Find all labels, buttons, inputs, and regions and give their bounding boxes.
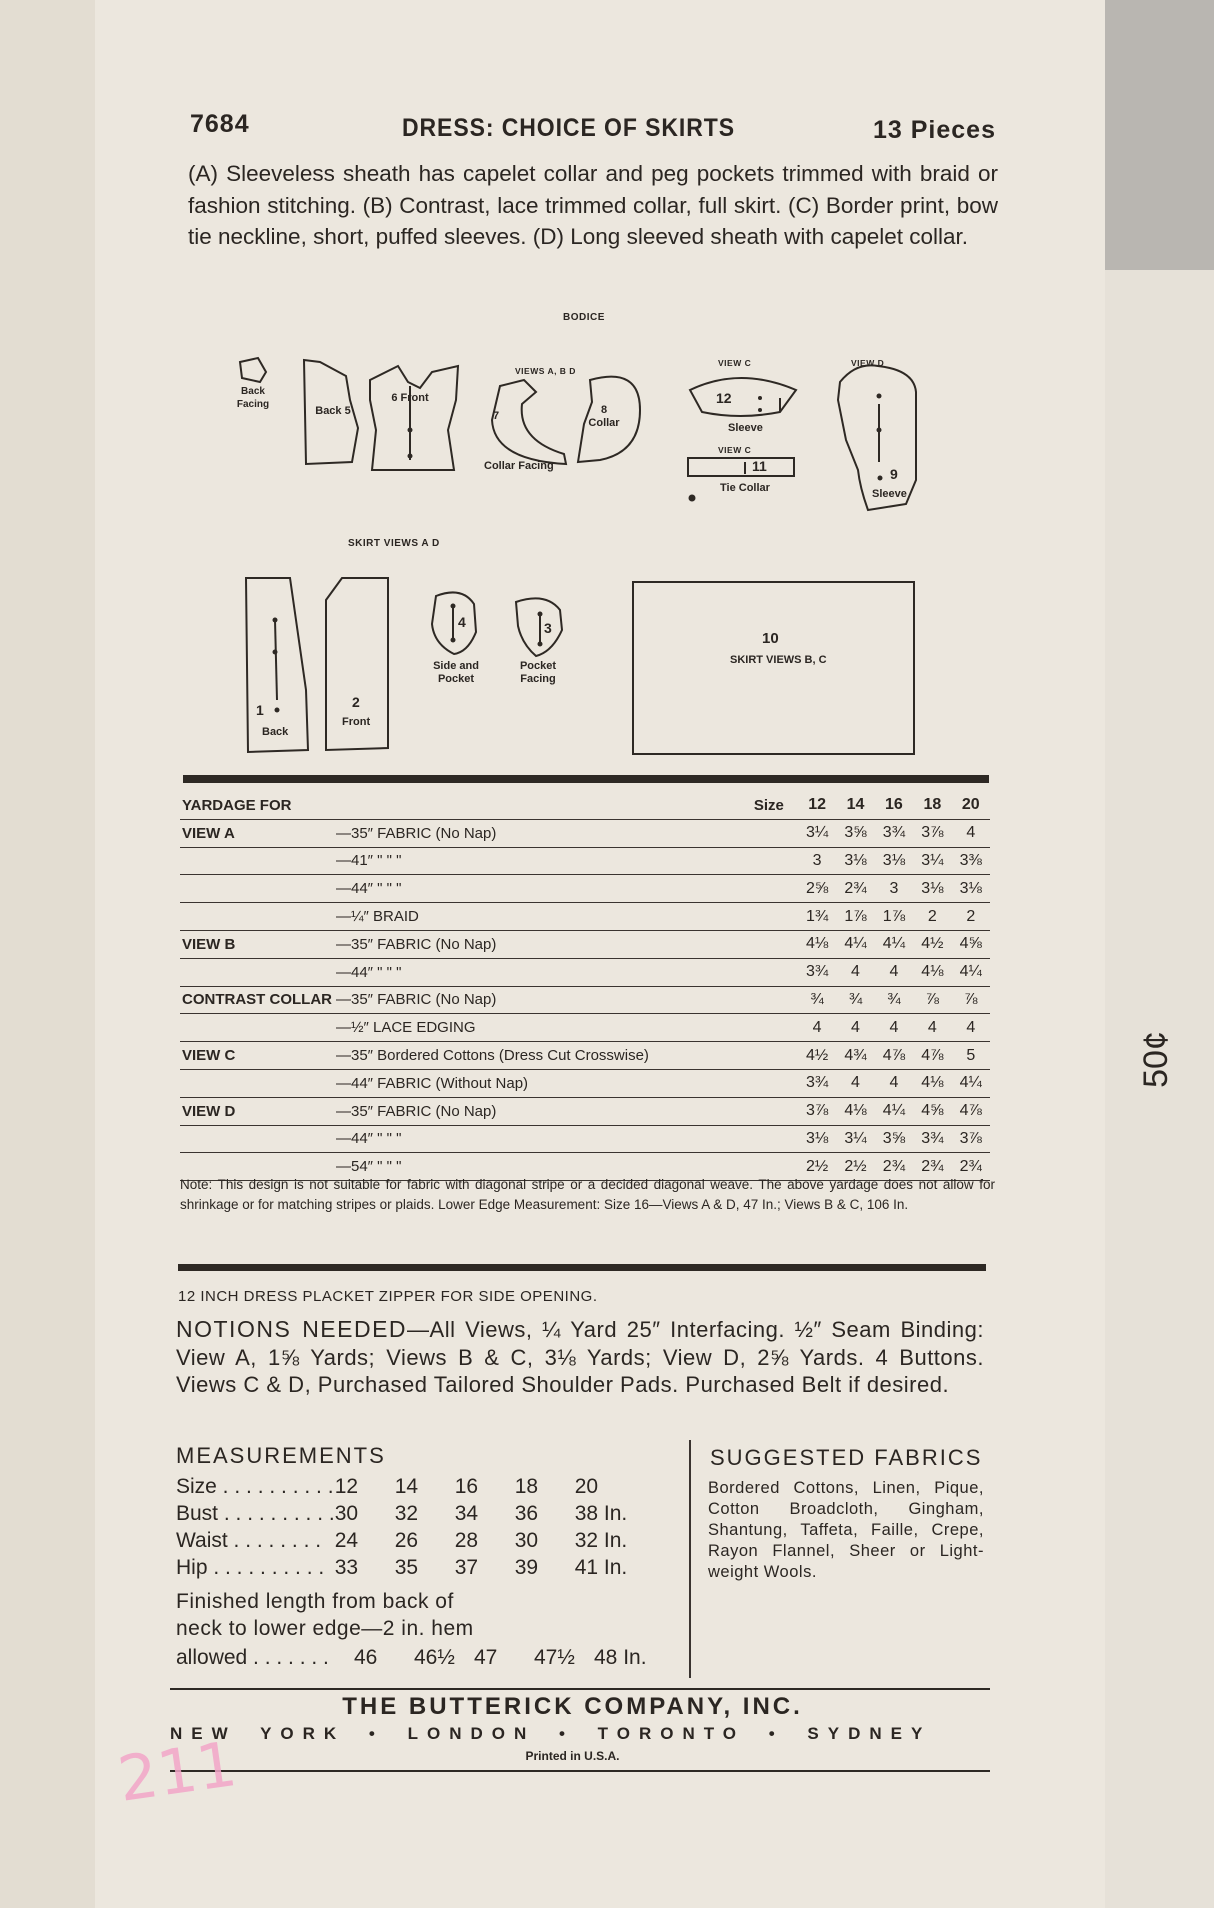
footer-bottom-rule bbox=[170, 1770, 990, 1772]
yardage-view: VIEW A bbox=[180, 819, 334, 847]
measurement-value: 24 bbox=[334, 1528, 359, 1552]
size-label: Size bbox=[334, 792, 798, 819]
yardage-fabric: —35″ FABRIC (No Nap) bbox=[334, 1097, 798, 1125]
sleeve-d-label: Sleeve bbox=[872, 488, 907, 500]
bodice-label: BODICE bbox=[563, 312, 605, 323]
yardage-fabric: —¼″ BRAID bbox=[334, 903, 798, 931]
yardage-value: 4 bbox=[952, 1014, 990, 1042]
yardage-view: CONTRAST COLLAR bbox=[180, 986, 334, 1014]
yardage-row bbox=[180, 819, 990, 847]
collar-facing-number: 7 bbox=[493, 410, 500, 422]
measurement-rows bbox=[176, 1473, 635, 1581]
yardage-value: 3 bbox=[875, 875, 913, 903]
yardage-value: 4⅛ bbox=[913, 1069, 951, 1097]
yardage-top-rule bbox=[183, 775, 989, 783]
size-header: 14 bbox=[836, 792, 874, 819]
yardage-value: 4 bbox=[836, 1014, 874, 1042]
collar-facing-piece bbox=[492, 380, 566, 464]
length-line-1: Finished length from back of bbox=[176, 1590, 454, 1613]
zipper-text: 12 INCH DRESS PLACKET ZIPPER FOR SIDE OPENING. bbox=[178, 1288, 598, 1305]
full-skirt-label: SKIRT VIEWS B, C bbox=[730, 654, 827, 666]
yardage-value: 4⅞ bbox=[952, 1097, 990, 1125]
yardage-value: 4¾ bbox=[836, 1042, 874, 1070]
yardage-view bbox=[180, 875, 334, 903]
yardage-row bbox=[180, 875, 990, 903]
yardage-value: 3⅜ bbox=[952, 847, 990, 875]
yardage-value: 3¼ bbox=[913, 847, 951, 875]
notions-heading: NOTIONS NEEDED bbox=[176, 1316, 408, 1342]
yardage-value: 2 bbox=[952, 903, 990, 931]
printed-in: Printed in U.S.A. bbox=[525, 1749, 620, 1763]
length-value: 47 bbox=[474, 1645, 498, 1669]
pocket-facing-label: Pocket Facing bbox=[519, 660, 557, 685]
yardage-value: 2¾ bbox=[836, 875, 874, 903]
measurement-value: 12 bbox=[334, 1474, 359, 1498]
measurement-value: 20 bbox=[574, 1474, 599, 1498]
front-bodice-label: 6 Front bbox=[391, 392, 429, 404]
yardage-row bbox=[180, 1097, 990, 1125]
yardage-value: 3⅝ bbox=[875, 1125, 913, 1153]
measurement-value: 35 bbox=[394, 1555, 419, 1579]
collar-label: 8 Collar bbox=[588, 404, 620, 429]
length-value: 46 bbox=[354, 1645, 378, 1669]
measurements-divider bbox=[689, 1440, 691, 1678]
yardage-value: 5 bbox=[952, 1042, 990, 1070]
yardage-value: 3⅛ bbox=[952, 875, 990, 903]
measurement-label: Bust . . . . . . . . . . bbox=[176, 1501, 335, 1525]
yardage-fabric: —35″ FABRIC (No Nap) bbox=[334, 819, 798, 847]
yardage-view: VIEW C bbox=[180, 1042, 334, 1070]
yardage-fabric: —41″ " " " bbox=[334, 847, 798, 875]
measurement-label: Size . . . . . . . . . . bbox=[176, 1474, 334, 1498]
measurement-value: 30 bbox=[514, 1528, 539, 1552]
notions-block bbox=[176, 1316, 984, 1399]
yardage-value: 4¼ bbox=[836, 930, 874, 958]
yardage-row bbox=[180, 930, 990, 958]
size-header: 18 bbox=[913, 792, 951, 819]
skirt-views-ad-label: SKIRT VIEWS A D bbox=[348, 538, 440, 549]
side-pocket-number: 4 bbox=[458, 614, 466, 630]
yardage-value: 2½ bbox=[836, 1153, 874, 1181]
yardage-view bbox=[180, 1014, 334, 1042]
measurement-value: 37 bbox=[454, 1555, 479, 1579]
yardage-value: 4¼ bbox=[952, 1069, 990, 1097]
yardage-value: 2½ bbox=[798, 1153, 836, 1181]
pattern-title: DRESS: CHOICE OF SKIRTS bbox=[402, 114, 735, 142]
yardage-value: 3⅞ bbox=[952, 1125, 990, 1153]
store-stamp: 211 bbox=[113, 1727, 241, 1816]
measurement-value: 18 bbox=[514, 1474, 539, 1498]
yardage-label: YARDAGE FOR bbox=[180, 792, 334, 819]
view-d-label: VIEW D bbox=[851, 358, 885, 368]
style-description: (A) Sleeveless sheath has capelet collar and peg pockets trimmed with braid or fashion stitching. (B) Contrast, lace trimmed collar, full skirt. (C) Border print, bow tie neckline, short, puffed sleeves. (D) Long sleeved sheath with capelet collar. bbox=[188, 161, 998, 249]
yardage-value: 2¾ bbox=[952, 1153, 990, 1181]
skirt-back-label: Back bbox=[262, 726, 289, 738]
measurement-label: Hip . . . . . . . . . . bbox=[176, 1555, 325, 1579]
measurement-value: 14 bbox=[394, 1474, 419, 1498]
yardage-value: 2¾ bbox=[875, 1153, 913, 1181]
yardage-value: 4⅛ bbox=[836, 1097, 874, 1125]
piece-count: 13 Pieces bbox=[873, 116, 996, 144]
yardage-fabric: —35″ Bordered Cottons (Dress Cut Crosswise) bbox=[334, 1042, 798, 1070]
yardage-value: 3⅛ bbox=[913, 875, 951, 903]
yardage-view bbox=[180, 847, 334, 875]
measurement-value: 28 bbox=[454, 1528, 479, 1552]
yardage-value: ⅞ bbox=[913, 986, 951, 1014]
measurements-table bbox=[176, 1473, 635, 1581]
length-line-2: neck to lower edge—2 in. hem bbox=[176, 1617, 474, 1640]
yardage-value: 3⅛ bbox=[875, 847, 913, 875]
measurement-value: 36 bbox=[514, 1501, 539, 1525]
yardage-value: 3¾ bbox=[798, 958, 836, 986]
price-label: 50¢ bbox=[1136, 1031, 1175, 1088]
measurement-row bbox=[176, 1500, 635, 1527]
measurements-heading: MEASUREMENTS bbox=[176, 1443, 386, 1468]
yardage-value: 3⅝ bbox=[836, 819, 874, 847]
yardage-row bbox=[180, 986, 990, 1014]
measurement-value: 41 In. bbox=[574, 1555, 628, 1579]
yardage-value: 3⅞ bbox=[913, 819, 951, 847]
yardage-value: 4 bbox=[798, 1014, 836, 1042]
size-header: 20 bbox=[952, 792, 990, 819]
measurement-row bbox=[176, 1527, 635, 1554]
yardage-fabric: —35″ FABRIC (No Nap) bbox=[334, 986, 798, 1014]
full-skirt-number: 10 bbox=[762, 630, 779, 647]
yardage-value: 3⅛ bbox=[836, 847, 874, 875]
yardage-value: 4 bbox=[836, 958, 874, 986]
yardage-fabric: —½″ LACE EDGING bbox=[334, 1014, 798, 1042]
yardage-fabric: —44″ FABRIC (Without Nap) bbox=[334, 1069, 798, 1097]
yardage-value: 4¼ bbox=[875, 930, 913, 958]
pocket-facing-number: 3 bbox=[544, 620, 552, 636]
measurement-value: 26 bbox=[394, 1528, 419, 1552]
measurement-value: 32 bbox=[394, 1501, 419, 1525]
yardage-rows bbox=[180, 819, 990, 1180]
yardage-row bbox=[180, 1042, 990, 1070]
yardage-value: 3¼ bbox=[798, 819, 836, 847]
front-bodice-piece bbox=[370, 366, 458, 470]
length-table bbox=[176, 1644, 654, 1671]
yardage-value: 4⅝ bbox=[913, 1097, 951, 1125]
yardage-view bbox=[180, 1125, 334, 1153]
yardage-value: 3⅞ bbox=[798, 1097, 836, 1125]
full-skirt-piece bbox=[633, 582, 914, 754]
yardage-value: 1¾ bbox=[798, 903, 836, 931]
view-c-label: VIEW C bbox=[718, 358, 752, 368]
yardage-note: Note: This design is not suitable for fabric with diagonal stripe or a decided diagonal weave. The above yardage does not allow for shrinkage or for matching stripes or plaids. Lower Edge Measurement: Size 16—Views A & D, 47 In.; Views B & C, 106 In. bbox=[180, 1177, 995, 1212]
company-name: THE BUTTERICK COMPANY, INC. bbox=[342, 1693, 803, 1720]
yardage-row bbox=[180, 847, 990, 875]
yardage-fabric: —54″ " " " bbox=[334, 1153, 798, 1181]
measurement-value: 38 In. bbox=[574, 1501, 628, 1525]
suggested-fabrics-heading: SUGGESTED FABRICS bbox=[710, 1445, 983, 1470]
yardage-fabric: —44″ " " " bbox=[334, 1125, 798, 1153]
measurement-value: 34 bbox=[454, 1501, 479, 1525]
length-value: 46½ bbox=[414, 1645, 455, 1669]
yardage-value: ⅞ bbox=[952, 986, 990, 1014]
measurement-value: 32 In. bbox=[574, 1528, 628, 1552]
measurement-value: 39 bbox=[514, 1555, 539, 1579]
yardage-view: VIEW B bbox=[180, 930, 334, 958]
yardage-row bbox=[180, 958, 990, 986]
yardage-value: 3 bbox=[798, 847, 836, 875]
yardage-value: 4¼ bbox=[952, 958, 990, 986]
notions-top-rule bbox=[178, 1264, 986, 1271]
yardage-value: 4¼ bbox=[875, 1097, 913, 1125]
yardage-value: 4⅞ bbox=[875, 1042, 913, 1070]
yardage-row bbox=[180, 1014, 990, 1042]
yardage-value: 4½ bbox=[913, 930, 951, 958]
length-label: allowed . . . . . . . bbox=[176, 1645, 329, 1669]
yardage-fabric: —44″ " " " bbox=[334, 875, 798, 903]
measurement-row bbox=[176, 1473, 635, 1500]
yardage-value: 4 bbox=[875, 958, 913, 986]
view-c2-label: VIEW C bbox=[718, 445, 752, 455]
yardage-value: 4 bbox=[913, 1014, 951, 1042]
yardage-table bbox=[180, 792, 990, 1181]
back-facing-piece bbox=[240, 358, 266, 382]
yardage-header-row bbox=[180, 792, 990, 819]
views-ab-label: VIEWS A, B D bbox=[515, 366, 576, 376]
skirt-front-number: 2 bbox=[352, 694, 360, 710]
yardage-view bbox=[180, 903, 334, 931]
collar-facing-label: Collar Facing bbox=[484, 460, 554, 472]
yardage-value: 4⅛ bbox=[798, 930, 836, 958]
sleeve-c-label: Sleeve bbox=[728, 422, 763, 434]
yardage-value: 4⅝ bbox=[952, 930, 990, 958]
size-header: 16 bbox=[875, 792, 913, 819]
measurement-row bbox=[176, 1554, 635, 1581]
yardage-fabric: —44″ " " " bbox=[334, 958, 798, 986]
yardage-value: 4 bbox=[952, 819, 990, 847]
tie-collar-number: 11 bbox=[752, 458, 767, 474]
footer-top-rule bbox=[170, 1688, 990, 1690]
yardage-value: 4⅞ bbox=[913, 1042, 951, 1070]
yardage-value: 1⅞ bbox=[836, 903, 874, 931]
yardage-view bbox=[180, 1069, 334, 1097]
yardage-value: 4 bbox=[875, 1014, 913, 1042]
yardage-value: 2¾ bbox=[913, 1153, 951, 1181]
tie-collar-label: Tie Collar bbox=[720, 482, 770, 494]
yardage-value: 3¼ bbox=[836, 1125, 874, 1153]
yardage-value: 3¾ bbox=[913, 1125, 951, 1153]
length-value: 47½ bbox=[534, 1645, 575, 1669]
yardage-view: VIEW D bbox=[180, 1097, 334, 1125]
yardage-value: 3¾ bbox=[798, 1069, 836, 1097]
size-header: 12 bbox=[798, 792, 836, 819]
yardage-value: 2 bbox=[913, 903, 951, 931]
yardage-row bbox=[180, 903, 990, 931]
skirt-front-label: Front bbox=[342, 716, 371, 728]
back-facing-label: Back Facing bbox=[236, 386, 270, 410]
yardage-value: 4½ bbox=[798, 1042, 836, 1070]
yardage-value: ¾ bbox=[875, 986, 913, 1014]
notions-text: —All Views, ¼ Yard 25″ Interfacing. ½″ Seam Binding: View A, 1⅝ Yards; Views B & C, 3⅛ Yards; View D, 2⅝ Yards. 4 Buttons. Views C & D, Purchased Tailored Shoulder Pads. Purchased Belt if desired. bbox=[176, 1317, 984, 1397]
yardage-value: 1⅞ bbox=[875, 903, 913, 931]
sleeve-c-number: 12 bbox=[716, 390, 732, 406]
yardage-view bbox=[180, 958, 334, 986]
length-value: 48 In. bbox=[594, 1645, 647, 1669]
pattern-pieces-diagram bbox=[0, 0, 1214, 760]
measurement-value: 33 bbox=[334, 1555, 359, 1579]
length-row bbox=[176, 1644, 654, 1671]
side-pocket-label: Side and Pocket bbox=[433, 660, 479, 685]
back-bodice-label: Back 5 bbox=[315, 405, 351, 417]
yardage-row bbox=[180, 1125, 990, 1153]
yardage-value: 4 bbox=[836, 1069, 874, 1097]
yardage-value: ¾ bbox=[798, 986, 836, 1014]
sleeve-d-number: 9 bbox=[890, 466, 898, 482]
yardage-value: 4⅛ bbox=[913, 958, 951, 986]
yardage-value: 3¾ bbox=[875, 819, 913, 847]
skirt-back-number: 1 bbox=[256, 702, 264, 718]
company-cities: NEW YORK • LONDON • TORONTO • SYDNEY bbox=[170, 1724, 932, 1743]
measurement-value: 30 bbox=[334, 1501, 359, 1525]
suggested-fabrics-text: Bordered Cottons, Linen, Pique, Cotton Broadcloth, Gingham, Shantung, Taffeta, Faille, Crepe, Rayon Flannel, Sheer or Light-weight Wools. bbox=[708, 1479, 984, 1581]
tie-collar-piece bbox=[688, 458, 794, 476]
yardage-row bbox=[180, 1069, 990, 1097]
yardage-value: ¾ bbox=[836, 986, 874, 1014]
measurement-value: 16 bbox=[454, 1474, 479, 1498]
measurement-label: Waist . . . . . . . . bbox=[176, 1528, 322, 1552]
yardage-fabric: —35″ FABRIC (No Nap) bbox=[334, 930, 798, 958]
yardage-value: 4 bbox=[875, 1069, 913, 1097]
yardage-value: 2⅝ bbox=[798, 875, 836, 903]
yardage-value: 3⅛ bbox=[798, 1125, 836, 1153]
pattern-number: 7684 bbox=[190, 110, 250, 138]
